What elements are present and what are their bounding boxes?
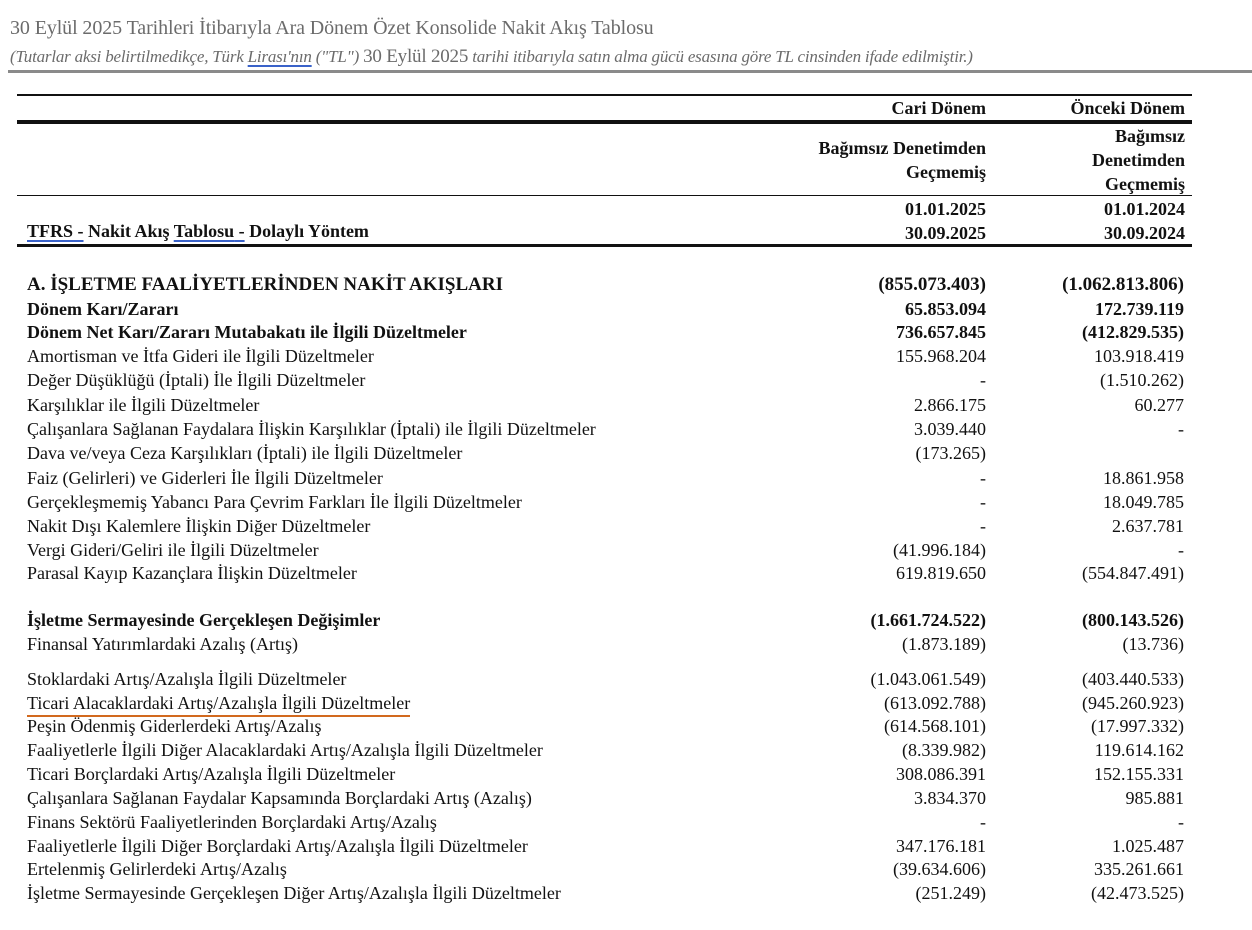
- current-period-value: (173.265): [915, 443, 986, 463]
- current-period-value: 3.834.370: [914, 788, 986, 808]
- previous-period-value: 985.881: [1125, 788, 1184, 808]
- current-period-value: -: [980, 516, 986, 536]
- table-title: [27, 221, 369, 242]
- table-row: [27, 538, 1187, 562]
- table-row: [27, 608, 1187, 632]
- previous-period-value: -: [1178, 812, 1184, 832]
- previous-period-value: -: [1178, 419, 1184, 439]
- current-period-value: (614.568.101): [884, 716, 986, 736]
- previous-period-value: (945.260.923): [1082, 693, 1184, 713]
- header-previous-date-end: 30.09.2024: [1104, 223, 1185, 243]
- header-audit-rule: [17, 195, 1192, 196]
- header-bottom-rule: [17, 244, 1192, 247]
- table-row: [27, 632, 1187, 656]
- row-label: Faiz (Gelirleri) ve Giderleri İle İlgili Düzeltmeler: [27, 468, 383, 488]
- previous-period-value: (42.473.525): [1091, 883, 1184, 903]
- table-title-dash2: -: [234, 221, 245, 241]
- subtitle-part1: (Tutarlar aksi belirtilmedikçe, Türk: [10, 47, 248, 66]
- table-row: [27, 762, 1187, 786]
- row-label: Peşin Ödenmiş Giderlerdeki Artış/Azalış: [27, 716, 322, 736]
- row-label: A. İŞLETME FAALİYETLERİNDEN NAKİT AKIŞLARI: [27, 274, 503, 295]
- row-label: Stoklardaki Artış/Azalışla İlgili Düzeltmeler: [27, 669, 347, 689]
- table-row: [27, 667, 1187, 691]
- current-period-value: -: [980, 468, 986, 488]
- subtitle-spellcheck-word: Lirası'nın: [247, 47, 312, 66]
- header-previous-date-start: 01.01.2024: [1104, 199, 1185, 219]
- row-label: Nakit Dışı Kalemlere İlişkin Diğer Düzeltmeler: [27, 516, 371, 536]
- previous-period-value: 60.277: [1134, 395, 1184, 415]
- current-period-value: 736.657.845: [896, 322, 986, 342]
- current-period-value: (41.996.184): [893, 540, 986, 560]
- table-row: [27, 320, 1187, 344]
- table-row: [27, 417, 1187, 441]
- row-label: Faaliyetlerle İlgili Diğer Alacaklardaki Artış/Azalışla İlgili Düzeltmeler: [27, 740, 543, 760]
- current-period-value: -: [980, 812, 986, 832]
- table-row: [27, 857, 1187, 881]
- row-label: Finans Sektörü Faaliyetlerinden Borçlardaki Artış/Azalış: [27, 812, 437, 832]
- previous-period-value: (800.143.526): [1082, 610, 1184, 630]
- current-period-value: 308.086.391: [896, 764, 986, 784]
- table-title-tablosu: Tablosu: [173, 221, 235, 241]
- current-period-value: (855.073.403): [878, 274, 986, 295]
- table-row: [27, 810, 1187, 834]
- previous-period-value: (412.829.535): [1082, 322, 1184, 342]
- previous-period-value: 18.049.785: [1103, 492, 1184, 512]
- table-row: [27, 561, 1187, 585]
- current-period-value: (1.043.061.549): [870, 669, 986, 689]
- previous-period-value: (13.736): [1122, 634, 1184, 654]
- subtitle-part5: tarihi itibarıyla satın alma gücü esasına göre TL cinsinden ifade edilmiştir.): [468, 47, 973, 66]
- previous-period-value: (1.510.262): [1100, 370, 1184, 390]
- previous-period-value: -: [1178, 540, 1184, 560]
- row-label: Değer Düşüklüğü (İptali) İle İlgili Düzeltmeler: [27, 370, 366, 390]
- table-row: [27, 738, 1187, 762]
- row-label: Çalışanlara Sağlanan Faydalar Kapsamında Borçlardaki Artış (Azalış): [27, 788, 532, 808]
- current-period-value: 2.866.175: [914, 395, 986, 415]
- current-period-value: 65.853.094: [905, 299, 986, 319]
- header-previous-period: Önceki Dönem: [1070, 98, 1185, 118]
- row-label: Vergi Gideri/Geliri ile İlgili Düzeltmeler: [27, 540, 319, 560]
- subtitle-date: 30 Eylül 2025: [363, 46, 469, 67]
- table-row: [27, 393, 1187, 417]
- table-row: [27, 834, 1187, 858]
- table-row: [27, 344, 1187, 368]
- table-row: [27, 490, 1187, 514]
- table-title-tfrs: TFRS: [27, 221, 74, 241]
- previous-period-value: 172.739.119: [1094, 299, 1184, 319]
- table-row: [27, 466, 1187, 490]
- table-row: [27, 441, 1187, 465]
- document-title: 30 Eylül 2025 Tarihleri İtibarıyla Ara Dönem Özet Konsolide Nakit Akış Tablosu: [10, 17, 654, 39]
- row-label: Amortisman ve İtfa Gideri ile İlgili Düzeltmeler: [27, 346, 374, 366]
- table-row: [27, 273, 1187, 297]
- header-period-rule: [17, 120, 1192, 124]
- previous-period-value: 119.614.162: [1094, 740, 1184, 760]
- row-label: Dönem Net Karı/Zararı Mutabakatı ile İlgili Düzeltmeler: [27, 322, 467, 342]
- table-row: [27, 714, 1187, 738]
- header-current-date-end: 30.09.2025: [905, 223, 986, 243]
- current-period-value: (1.661.724.522): [870, 610, 986, 630]
- current-period-value: (8.339.982): [902, 740, 986, 760]
- header-previous-audit-line3: Geçmemiş: [1105, 174, 1185, 194]
- table-title-nakit: Nakit Akış: [83, 221, 174, 241]
- current-period-value: (1.873.189): [902, 634, 986, 654]
- current-period-value: 347.176.181: [896, 836, 986, 856]
- header-current-audit-line2: Geçmemiş: [906, 162, 986, 182]
- previous-period-value: 18.861.958: [1103, 468, 1184, 488]
- row-label: Dönem Karı/Zararı: [27, 299, 179, 319]
- header-current-date-start: 01.01.2025: [905, 199, 986, 219]
- previous-period-value: 2.637.781: [1112, 516, 1184, 536]
- table-title-dash1: -: [73, 221, 84, 241]
- row-label: Gerçekleşmemiş Yabancı Para Çevrim Farkları İle İlgili Düzeltmeler: [27, 492, 522, 512]
- table-title-method: Dolaylı Yöntem: [244, 221, 369, 241]
- table-row: [27, 368, 1187, 392]
- row-label: İşletme Sermayesinde Gerçekleşen Değişimler: [27, 610, 381, 630]
- row-label: Ticari Alacaklardaki Artış/Azalışla İlgili Düzeltmeler: [27, 691, 410, 717]
- subtitle-divider: [8, 70, 1252, 73]
- current-period-value: 3.039.440: [914, 419, 986, 439]
- header-previous-audit-line2: Denetimden: [1092, 150, 1185, 170]
- table-top-rule: [17, 94, 1192, 96]
- previous-period-value: 152.155.331: [1094, 764, 1184, 784]
- table-row: [27, 297, 1187, 321]
- table-row: [27, 514, 1187, 538]
- header-current-audit-line1: Bağımsız Denetimden: [818, 138, 986, 158]
- previous-period-value: (554.847.491): [1082, 563, 1184, 583]
- row-label: Parasal Kayıp Kazançlara İlişkin Düzeltmeler: [27, 563, 357, 583]
- current-period-value: -: [980, 492, 986, 512]
- current-period-value: (251.249): [915, 883, 986, 903]
- row-label: Faaliyetlerle İlgili Diğer Borçlardaki Artış/Azalışla İlgili Düzeltmeler: [27, 836, 528, 856]
- previous-period-value: (1.062.813.806): [1062, 274, 1184, 295]
- previous-period-value: 103.918.419: [1094, 346, 1184, 366]
- table-row: [27, 881, 1187, 905]
- previous-period-value: (403.440.533): [1082, 669, 1184, 689]
- previous-period-value: 1.025.487: [1112, 836, 1184, 856]
- current-period-value: (39.634.606): [893, 859, 986, 879]
- row-label: Karşılıklar ile İlgili Düzeltmeler: [27, 395, 260, 415]
- row-label: Finansal Yatırımlardaki Azalış (Artış): [27, 634, 298, 654]
- table-row: [27, 691, 1187, 715]
- current-period-value: (613.092.788): [884, 693, 986, 713]
- previous-period-value: (17.997.332): [1091, 716, 1184, 736]
- current-period-value: 619.819.650: [896, 563, 986, 583]
- document-subtitle: [10, 46, 973, 68]
- table-row: [27, 786, 1187, 810]
- current-period-value: 155.968.204: [896, 346, 986, 366]
- current-period-value: -: [980, 370, 986, 390]
- header-previous-audit-line1: Bağımsız: [1115, 126, 1185, 146]
- previous-period-value: 335.261.661: [1094, 859, 1184, 879]
- row-label: Dava ve/veya Ceza Karşılıkları (İptali) ile İlgili Düzeltmeler: [27, 443, 463, 463]
- subtitle-part3: ("TL"): [311, 47, 364, 66]
- row-label: Ertelenmiş Gelirlerdeki Artış/Azalış: [27, 859, 287, 879]
- row-label: Ticari Borçlardaki Artış/Azalışla İlgili Düzeltmeler: [27, 764, 396, 784]
- row-label: İşletme Sermayesinde Gerçekleşen Diğer Artış/Azalışla İlgili Düzeltmeler: [27, 883, 561, 903]
- header-current-period: Cari Dönem: [891, 98, 986, 118]
- row-label: Çalışanlara Sağlanan Faydalara İlişkin Karşılıklar (İptali) ile İlgili Düzeltmeler: [27, 419, 596, 439]
